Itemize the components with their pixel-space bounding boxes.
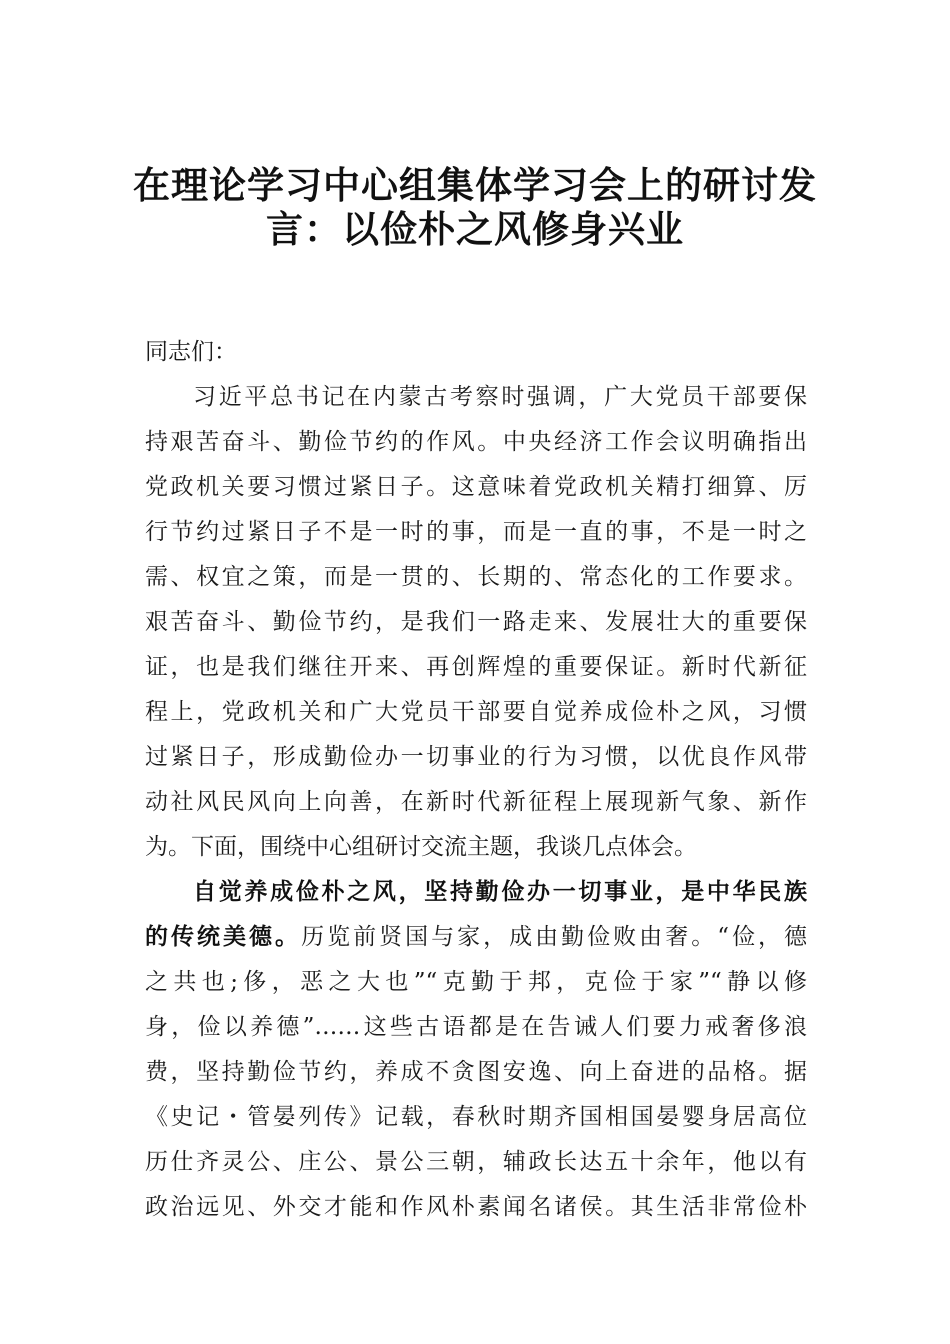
greeting: 同志们： [145, 339, 237, 365]
paragraph-1-line: 持艰苦奋斗、勤俭节约的作风。中央经济工作会议明确指出 [145, 429, 807, 455]
paragraph-1-line: 党政机关要习惯过紧日子。这意味着党政机关精打细算、厉 [145, 474, 807, 500]
paragraph-1-line: 程上，党政机关和广大党员干部要自觉养成俭朴之风，习惯 [145, 699, 807, 725]
paragraph-2-bold-heading-end: 的传统美德。 [145, 924, 302, 950]
paragraph-2-line: 历仕齐灵公、庄公、景公三朝，辅政长达五十余年，他以有 [145, 1149, 807, 1175]
paragraph-1-line: 艰苦奋斗、勤俭节约，是我们一路走来、发展壮大的重要保 [145, 609, 807, 635]
paragraph-2-line: 政治远见、外交才能和作风朴素闻名诸侯。其生活非常俭朴 [145, 1194, 807, 1220]
paragraph-2-line: 《史记・管晏列传》记载，春秋时期齐国相国晏婴身居高位 [145, 1104, 807, 1130]
paragraph-1-line: 需、权宜之策，而是一贯的、长期的、常态化的工作要求。 [145, 564, 807, 590]
paragraph-2-line: 费，坚持勤俭节约，养成不贪图安逸、向上奋进的品格。据 [145, 1059, 807, 1085]
paragraph-2-line [145, 915, 807, 960]
title-line-1: 在理论学习中心组集体学习会上的研讨发 [133, 163, 817, 207]
paragraph-2-bold-heading-line: 自觉养成俭朴之风，坚持勤俭办一切事业，是中华民族 [193, 879, 807, 905]
paragraph-2-line: 之共也;侈，恶之大也”“克勤于邦，克俭于家”“静以修 [145, 969, 807, 995]
paragraph-1-line: 证，也是我们继往开来、再创辉煌的重要保证。新时代新征 [145, 654, 807, 680]
paragraph-2-text: 历览前贤国与家，成由勤俭败由奢。“俭，德 [301, 924, 807, 950]
paragraph-1-line: 为。下面，围绕中心组研讨交流主题，我谈几点体会。 [145, 834, 697, 860]
title-line-2: 言：以俭朴之风修身兴业 [266, 207, 684, 251]
paragraph-1-line: 习近平总书记在内蒙古考察时强调，广大党员干部要保 [193, 384, 807, 410]
paragraph-1-line: 行节约过紧日子不是一时的事，而是一直的事，不是一时之 [145, 519, 807, 545]
paragraph-2-line: 身，俭以养德”……这些古语都是在告诫人们要力戒奢侈浪 [145, 1014, 807, 1040]
paragraph-1-line: 过紧日子，形成勤俭办一切事业的行为习惯，以优良作风带 [145, 744, 807, 770]
paragraph-1-line: 动社风民风向上向善，在新时代新征程上展现新气象、新作 [145, 789, 807, 815]
